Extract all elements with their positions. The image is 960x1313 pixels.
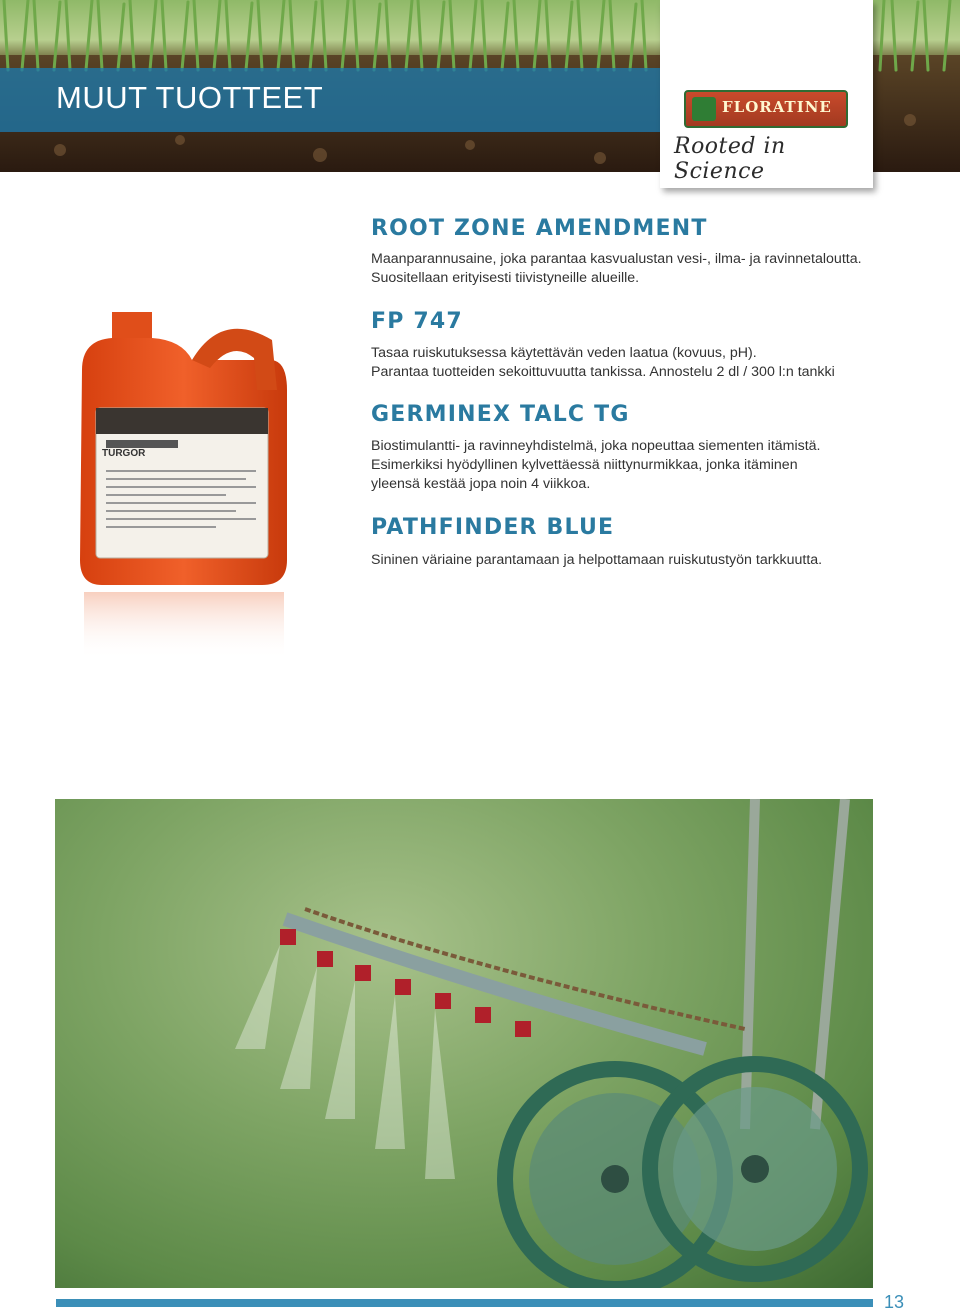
description-line: Biostimulantti- ja ravinneyhdistelmä, joka nopeuttaa siementen itämistä.	[371, 438, 821, 454]
product-heading: FP 747	[371, 309, 463, 334]
product-heading: GERMINEX TALC TG	[371, 402, 630, 427]
logo-badge	[684, 90, 848, 128]
description-line: Tasaa ruiskutuksessa käytettävän veden laatua (kovuus, pH).	[371, 345, 757, 361]
page-number: 13	[884, 1292, 905, 1312]
description-line: Esimerkiksi hyödyllinen kylvettäessä niittynurmikkaa, jonka itäminen	[371, 457, 798, 473]
description-line: Suositellaan erityisesti tiivistyneille alueille.	[371, 270, 640, 286]
description-line: Sininen väriaine parantamaan ja helpottamaan ruiskutustyön tarkkuutta.	[371, 552, 823, 568]
product-heading: PATHFINDER BLUE	[371, 515, 615, 540]
description-line: Maanparannusaine, joka parantaa kasvualustan vesi-, ilma- ja ravinnetaloutta.	[371, 251, 862, 267]
description-line: yleensä kestää jopa noin 4 viikkoa.	[371, 476, 591, 492]
sprayer-illustration	[55, 799, 873, 1288]
logo-tagline: Rooted in Science	[674, 134, 786, 184]
brand-logo	[660, 0, 873, 188]
product-description	[371, 250, 862, 288]
page-title: MUUT TUOTTEET	[56, 80, 324, 115]
leaf-icon	[692, 97, 716, 121]
logo-brand: FLORATINE	[722, 98, 832, 116]
product-description	[371, 551, 822, 570]
footer-bar	[56, 1299, 873, 1307]
product-heading: ROOT ZONE AMENDMENT	[371, 216, 708, 241]
description-line: Parantaa tuotteiden sekoittuvuutta tankissa. Annostelu 2 dl / 300 l:n tankki	[371, 364, 835, 380]
jug-label: TURGOR	[102, 448, 146, 459]
product-description	[371, 344, 835, 382]
product-description	[371, 437, 821, 494]
product-jug-image	[72, 300, 304, 660]
sprayer-photo	[55, 799, 873, 1288]
